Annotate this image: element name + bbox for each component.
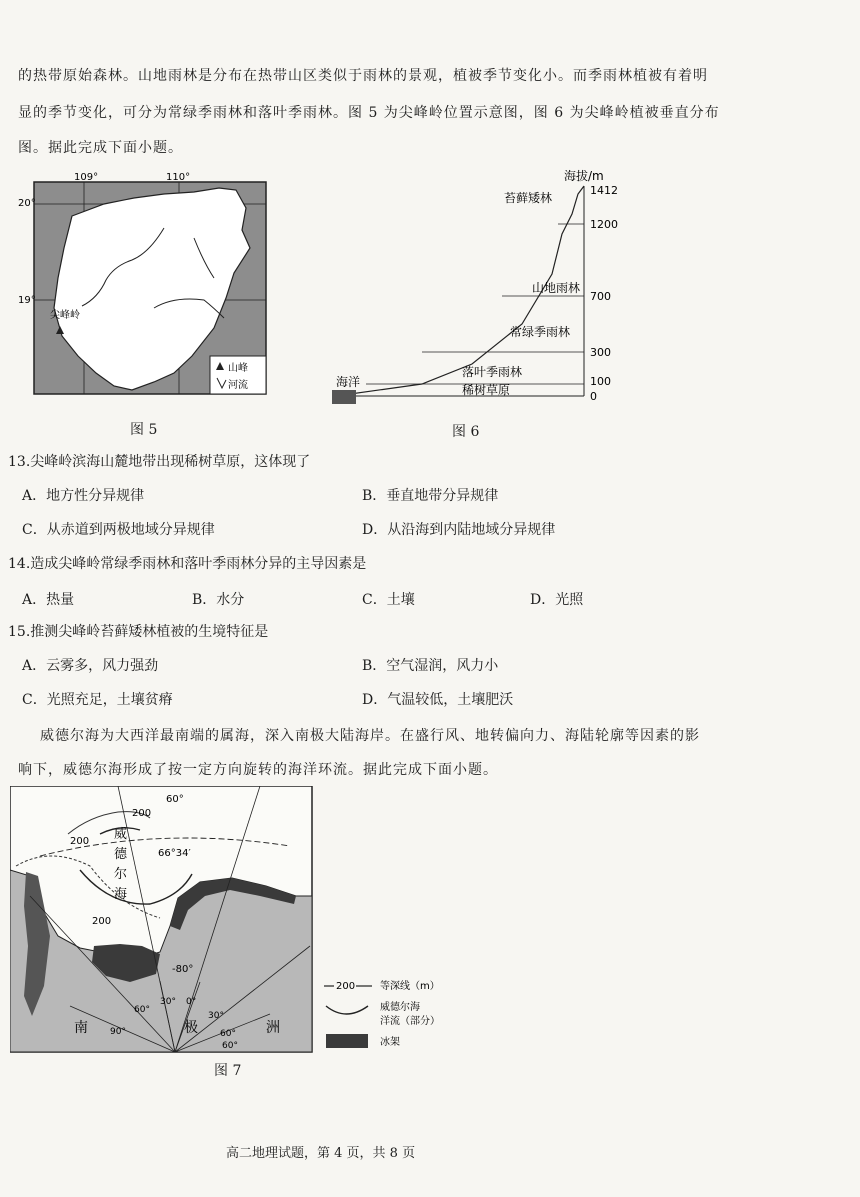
- legend-peak-label: 山峰: [228, 363, 248, 374]
- tick-1412: 1412: [590, 184, 618, 197]
- sea-name-char-1: 威: [114, 827, 128, 842]
- intro-line-1: 的热带原始森林。山地雨林是分布在热带山区类似于雨林的景观，植被季节变化小。而季雨林植被有着明: [18, 68, 708, 84]
- intro-line-3: 图。据此完成下面小题。: [18, 140, 183, 156]
- legend-current-icon: [326, 1006, 368, 1014]
- figure-5-map: [14, 168, 274, 408]
- sea-name-char-3: 尔: [114, 867, 128, 882]
- figure-7-weddell-sea-map: [10, 786, 460, 1056]
- q14-stem: 14.造成尖峰岭常绿季雨林和落叶季雨林分异的主导因素是: [8, 556, 367, 572]
- lon-label-4: 30°: [208, 1011, 224, 1021]
- continent-char-1: 南: [74, 1020, 88, 1036]
- sea-name-char-2: 德: [114, 847, 128, 862]
- tick-0: 0: [590, 390, 597, 403]
- intro-line-2: 显的季节变化，可分为常绿季雨林和落叶季雨林。图 5 为尖峰岭位置示意图，图 6 为尖峰岭植被垂直分布: [18, 105, 720, 121]
- antarctic-circle-label: 66°34′: [158, 848, 191, 859]
- lon-label-1: 60°: [134, 1005, 150, 1015]
- sea-name-char-4: 海: [114, 887, 128, 902]
- lon-label-7: 60°: [222, 1041, 238, 1051]
- peak-name-label: 尖峰岭: [50, 310, 80, 321]
- lat-20: 20°: [18, 198, 36, 209]
- q15-option-b: B．空气湿润，风力小: [362, 658, 499, 674]
- intro2-line-2: 响下，威德尔海形成了按一定方向旋转的海洋环流。据此完成下面小题。: [18, 762, 498, 778]
- lon-label-2: 30°: [160, 997, 176, 1007]
- figure-6-vertical-zonation: [322, 164, 632, 412]
- intro2-line-1: 威德尔海为大西洋最南端的属海，深入南极大陆海岸。在盛行风、地转偏向力、海陆轮廓等因素的影: [40, 728, 700, 744]
- q13-option-b: B．垂直地带分异规律: [362, 488, 499, 504]
- q15-option-c: C．光照充足，土壤贫瘠: [22, 692, 173, 708]
- q13-option-c: C．从赤道到两极地域分异规律: [22, 522, 215, 538]
- sea-fill: [332, 390, 356, 404]
- isobath-label-3: 200: [92, 916, 112, 927]
- legend-iceshelf-icon: [326, 1034, 368, 1048]
- lon-label-6: 90°: [110, 1027, 126, 1037]
- legend-current-label-2: 洋流（部分）: [380, 1016, 440, 1027]
- tick-100: 100: [590, 375, 611, 388]
- continent-char-3: 洲: [266, 1020, 280, 1036]
- tick-300: 300: [590, 346, 611, 359]
- lat-19: 19°: [18, 295, 36, 306]
- lat-80-label: -80°: [172, 964, 194, 975]
- q13-option-a: A．地方性分异规律: [22, 488, 145, 504]
- tick-700: 700: [590, 290, 611, 303]
- q15-stem: 15.推测尖峰岭苔藓矮林植被的生境特征是: [8, 624, 269, 640]
- lon-110: 110°: [166, 172, 191, 183]
- q15-option-d: D．气温较低，土壤肥沃: [362, 692, 514, 708]
- q14-option-b: B．水分: [192, 592, 245, 608]
- isobath-label-2: 200: [132, 808, 152, 819]
- figure-7-caption: 图 7: [214, 1063, 242, 1079]
- q13-option-d: D．从沿海到内陆地域分异规律: [362, 522, 556, 538]
- legend-river-label: 河流: [228, 380, 248, 391]
- legend-isobath-label: 等深线（m）: [380, 981, 440, 992]
- zone-montane-rainforest: 山地雨林: [532, 281, 581, 295]
- q14-option-d: D．光照: [530, 592, 584, 608]
- isobath-label-1: 200: [70, 836, 90, 847]
- legend-iceshelf-label: 冰架: [380, 1037, 400, 1048]
- q14-option-c: C．土壤: [362, 592, 415, 608]
- zone-evergreen-monsoon: 常绿季雨林: [510, 325, 571, 339]
- lat-60-label: 60°: [166, 794, 184, 805]
- figure-5-caption: 图 5: [130, 422, 158, 438]
- sea-label: 海洋: [336, 375, 361, 389]
- figure-6-caption: 图 6: [452, 424, 480, 440]
- zone-moss-forest: 苔藓矮林: [504, 191, 553, 205]
- legend-isobath-value: 200: [336, 981, 356, 992]
- zone-deciduous-monsoon: 落叶季雨林: [462, 365, 523, 379]
- continent-char-2: 极: [184, 1020, 198, 1036]
- q13-stem: 13.尖峰岭滨海山麓地带出现稀树草原，这体现了: [8, 454, 311, 470]
- lon-label-5: 60°: [220, 1029, 236, 1039]
- legend-current-label-1: 威德尔海: [380, 1002, 420, 1013]
- axis-title: 海拔/m: [564, 169, 604, 183]
- q14-option-a: A．热量: [22, 592, 75, 608]
- zone-savanna: 稀树草原: [462, 383, 511, 397]
- page-footer: 高二地理试题，第 4 页，共 8 页: [226, 1146, 416, 1161]
- q15-option-a: A．云雾多，风力强劲: [22, 658, 159, 674]
- lon-109: 109°: [74, 172, 99, 183]
- lon-label-3: 0°: [186, 997, 197, 1007]
- tick-1200: 1200: [590, 218, 618, 231]
